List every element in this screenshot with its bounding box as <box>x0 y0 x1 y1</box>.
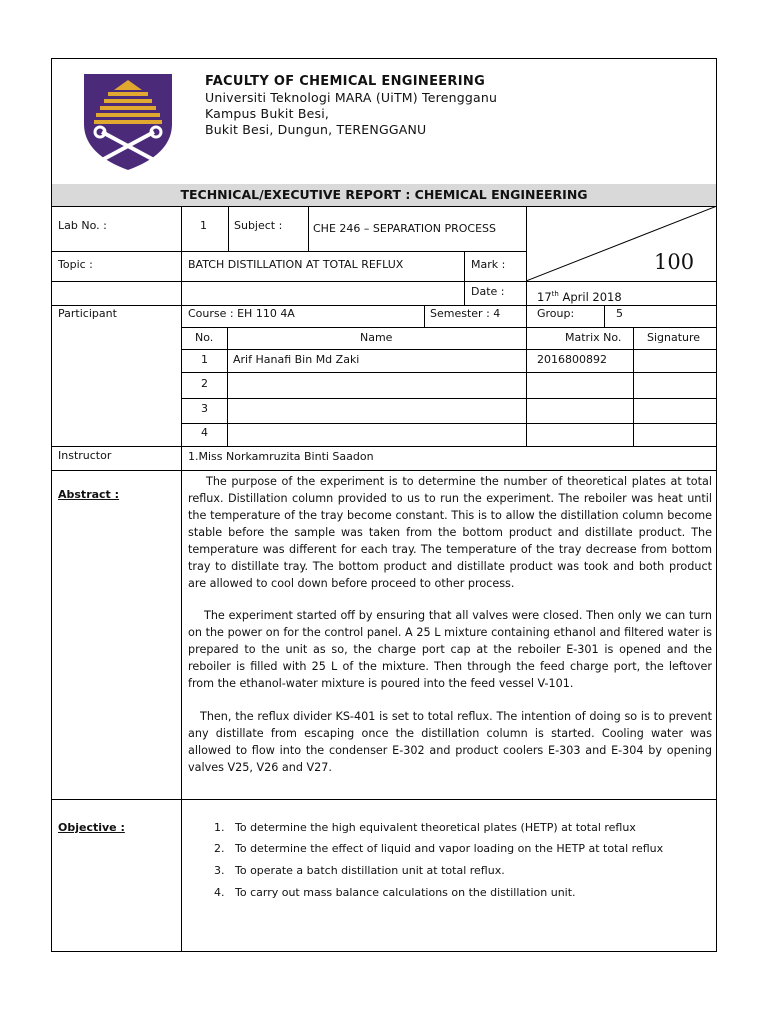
header-matrix: Matrix No. <box>565 331 622 344</box>
date-suffix: th <box>551 290 559 298</box>
topic-label: Topic : <box>58 258 93 271</box>
row-3-no: 3 <box>201 402 208 415</box>
row-1-no: 1 <box>201 353 208 366</box>
mark-value: 100 <box>654 250 695 274</box>
topic-value: BATCH DISTILLATION AT TOTAL REFLUX <box>188 258 404 271</box>
course-value: Course : EH 110 4A <box>188 307 295 320</box>
header-signature: Signature <box>647 331 701 344</box>
mark-label: Mark : <box>471 258 506 271</box>
instructor-label: Instructor <box>58 449 112 462</box>
date-value <box>537 288 622 304</box>
instructor-value: 1.Miss Norkamruzita Binti Saadon <box>188 450 374 463</box>
abstract-paragraph-3: Then, the reflux divider KS-401 is set to total reflux. The intention of doing so is to prevent any distillate from escaping once the distillation column is started. Cooling water was allowed to flow into the condenser E-302 and product coolers E-303 and E-304 by opening valves V25, V26 and V27. <box>188 710 712 774</box>
objective-2-num: 2. <box>214 842 225 855</box>
university-name: Universiti Teknologi MARA (UiTM) Terengganu <box>205 90 498 105</box>
lab-label: Lab No. : <box>58 219 107 232</box>
group-label: Group: <box>537 307 575 320</box>
date-rest: April 2018 <box>558 289 622 304</box>
row-1-matrix: 2016800892 <box>537 353 607 366</box>
abstract-paragraph-1: The purpose of the experiment is to determine the number of theoretical plates at total reflux. Distillation column provided to us to run the experiment. The reboiler was heat until the temperature of the tray become constant. This is to allow the distillation column become stable before the sample was taken from the bottom product and distillate product. The temperature was different for each tray. The temperature of the tray decrease from bottom tray to distillate tray. The bottom product and distillate product was took and both product are allowed to cool down before proceed to other process. <box>188 475 712 590</box>
objective-2-text: To determine the effect of liquid and vapor loading on the HETP at total reflux <box>235 842 664 855</box>
subject-value: CHE 246 – SEPARATION PROCESS <box>313 222 497 235</box>
objective-3-text: To operate a batch distillation unit at total reflux. <box>235 864 505 877</box>
date-day: 17 <box>537 289 552 304</box>
semester-value: Semester : 4 <box>430 307 501 320</box>
objective-1-num: 1. <box>214 821 225 834</box>
objective-4-text: To carry out mass balance calculations on the distillation unit. <box>235 886 576 899</box>
faculty-title: FACULTY OF CHEMICAL ENGINEERING <box>205 74 486 89</box>
uitm-logo-icon <box>80 72 176 172</box>
group-value: 5 <box>616 307 623 320</box>
report-title: TECHNICAL/EXECUTIVE REPORT : CHEMICAL ENGINEERING <box>180 187 588 202</box>
objective-3-num: 3. <box>214 864 225 877</box>
row-4-no: 4 <box>201 426 208 439</box>
objective-4-num: 4. <box>214 886 225 899</box>
campus-address: Bukit Besi, Dungun, TERENGGANU <box>205 122 427 137</box>
row-1-name: Arif Hanafi Bin Md Zaki <box>233 353 360 366</box>
lab-value: 1 <box>200 219 207 232</box>
abstract-paragraph-2: The experiment started off by ensuring that all valves were closed. Then only we can turn on the power on for the control panel. A 25 L mixture containing ethanol and filtered water is prepared to the unit as so, the charge port cap at the reboiler E-301 is opened and the reboiler is filled with 25 L of the mixture. Then through the feed charge port, the leftover from the ethanol-water mixture is poured into the feed vessel V-101. <box>188 609 712 690</box>
campus-name: Kampus Bukit Besi, <box>205 106 330 121</box>
subject-label: Subject : <box>234 219 283 232</box>
date-label: Date : <box>471 285 505 298</box>
objective-1-text: To determine the high equivalent theoretical plates (HETP) at total reflux <box>235 821 636 834</box>
header-name: Name <box>360 331 393 344</box>
row-2-no: 2 <box>201 377 208 390</box>
objective-label: Objective : <box>58 821 125 834</box>
participant-label: Participant <box>58 307 117 320</box>
header-no: No. <box>195 331 214 344</box>
abstract-label: Abstract : <box>58 488 120 501</box>
